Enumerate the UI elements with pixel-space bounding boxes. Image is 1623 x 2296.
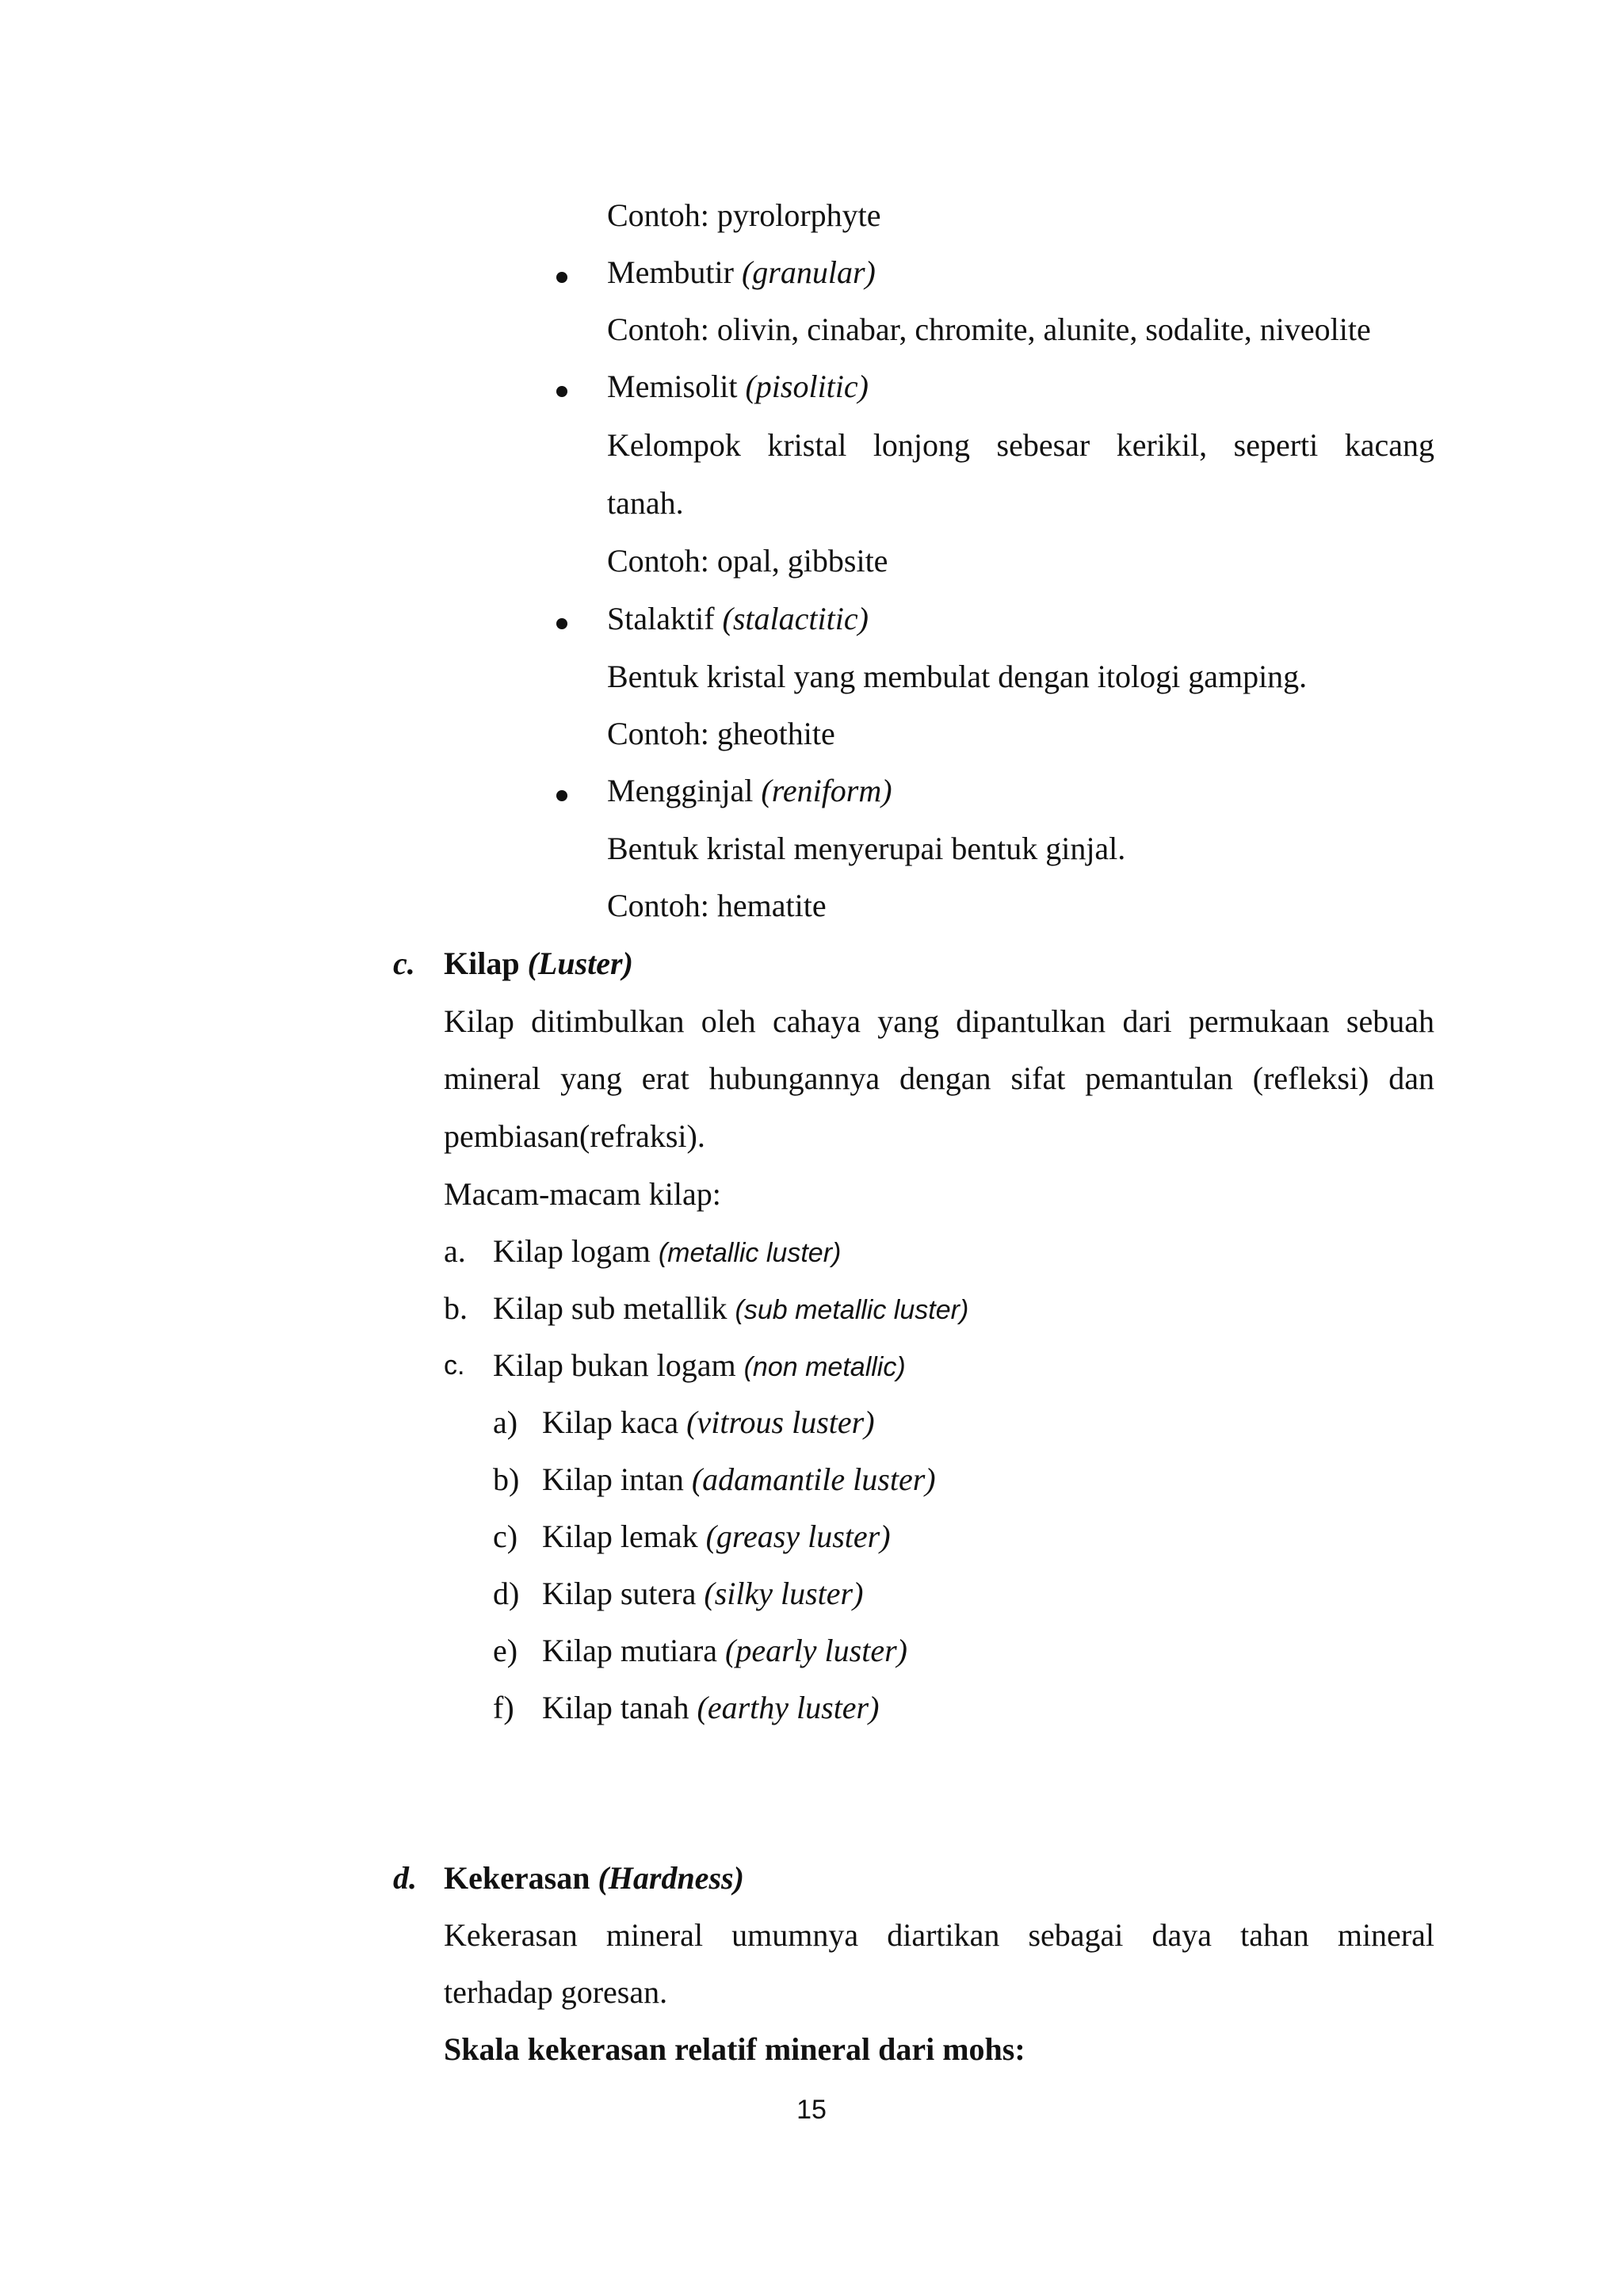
desc-stalactitic: Bentuk kristal yang membulat dengan itologi gamping. — [607, 659, 1308, 694]
luster-subtype-text: Kilap intan — [542, 1461, 684, 1497]
example-granular: Contoh: olivin, cinabar, chromite, alunite, sodalite, niveolite — [607, 311, 1371, 347]
luster-type-item — [493, 1343, 906, 1389]
section-d-para-line2: terhadap goresan. — [444, 1974, 668, 2010]
luster-type-item — [493, 1286, 968, 1332]
luster-type-marker: a. — [444, 1233, 466, 1269]
luster-subtype-item — [542, 1572, 863, 1616]
form-name: Stalaktif — [607, 601, 715, 636]
form-name: Mengginjal — [607, 773, 754, 808]
section-d-term: (Hardness) — [598, 1860, 744, 1896]
luster-subtype-marker: f) — [493, 1690, 514, 1725]
luster-subtype-text: Kilap lemak — [542, 1519, 698, 1554]
example-pyrolorphyte: Contoh: pyrolorphyte — [607, 197, 881, 233]
luster-type-marker: c. — [444, 1350, 465, 1381]
form-name: Membutir — [607, 254, 734, 290]
luster-subtype-marker: e) — [493, 1633, 518, 1668]
section-c-heading — [444, 942, 633, 986]
form-reniform — [607, 769, 892, 813]
luster-type-term: (non metallic) — [743, 1352, 906, 1382]
luster-subtype-item — [542, 1629, 907, 1673]
luster-subtype-item — [542, 1457, 936, 1502]
luster-subtype-term: (silky luster) — [704, 1576, 864, 1611]
bullet-icon — [556, 386, 567, 397]
luster-subtype-term: (pearly luster) — [725, 1633, 907, 1668]
luster-type-text: Kilap logam — [493, 1233, 651, 1269]
luster-type-marker: b. — [444, 1290, 468, 1326]
luster-subtype-marker: d) — [493, 1576, 520, 1611]
desc-pisolitic-line2: tanah. — [607, 485, 684, 521]
luster-subtype-term: (vitrous luster) — [686, 1404, 875, 1440]
form-term: (granular) — [741, 254, 876, 290]
luster-type-text: Kilap bukan logam — [493, 1347, 736, 1383]
luster-subtype-text: Kilap tanah — [542, 1690, 689, 1725]
luster-type-item — [493, 1229, 841, 1275]
luster-type-text: Kilap sub metallik — [493, 1290, 727, 1326]
form-term: (pisolitic) — [745, 369, 869, 404]
section-d-heading — [444, 1856, 744, 1901]
luster-subtype-text: Kilap mutiara — [542, 1633, 718, 1668]
luster-subtype-term: (earthy luster) — [697, 1690, 880, 1725]
bullet-icon — [556, 790, 567, 801]
desc-pisolitic-line1: Kelompok kristal lonjong sebesar kerikil, seperti kacang — [607, 427, 1434, 463]
luster-subtype-item — [542, 1686, 879, 1730]
luster-subtype-marker: b) — [493, 1461, 520, 1497]
example-reniform: Contoh: hematite — [607, 888, 827, 923]
section-c-title: Kilap — [444, 946, 520, 981]
luster-type-term: (metallic luster) — [658, 1238, 842, 1268]
form-pisolitic — [607, 365, 869, 409]
luster-subtype-term: (adamantile luster) — [691, 1461, 936, 1497]
page-number: 15 — [796, 2095, 827, 2125]
section-c-term: (Luster) — [527, 946, 633, 981]
example-pisolitic: Contoh: opal, gibbsite — [607, 543, 888, 579]
luster-subtype-marker: a) — [493, 1404, 518, 1440]
section-c-letter: c. — [393, 946, 415, 981]
section-c-para-line2: mineral yang erat hubungannya dengan sifat pemantulan (refleksi) dan — [444, 1060, 1434, 1096]
section-d-letter: d. — [393, 1860, 417, 1896]
luster-type-term: (sub metallic luster) — [735, 1295, 969, 1325]
section-d-para-line1: Kekerasan mineral umumnya diartikan sebagai daya tahan mineral — [444, 1917, 1434, 1953]
luster-subtype-item — [542, 1400, 875, 1445]
luster-subtype-item — [542, 1515, 891, 1559]
luster-subtype-text: Kilap kaca — [542, 1404, 679, 1440]
bullet-icon — [556, 618, 567, 629]
section-c-para-line3: pembiasan(refraksi). — [444, 1118, 705, 1154]
luster-subtype-term: (greasy luster) — [705, 1519, 891, 1554]
section-d-title: Kekerasan — [444, 1860, 590, 1896]
bullet-icon — [556, 272, 567, 283]
luster-types-intro: Macam-macam kilap: — [444, 1176, 721, 1212]
section-c-para-line1: Kilap ditimbulkan oleh cahaya yang dipantulkan dari permukaan sebuah — [444, 1003, 1434, 1039]
form-granular — [607, 250, 876, 295]
mohs-scale-heading: Skala kekerasan relatif mineral dari mohs: — [444, 2031, 1025, 2067]
form-name: Memisolit — [607, 369, 738, 404]
form-term: (reniform) — [761, 773, 892, 808]
luster-subtype-text: Kilap sutera — [542, 1576, 697, 1611]
example-stalactitic: Contoh: gheothite — [607, 716, 835, 751]
desc-reniform: Bentuk kristal menyerupai bentuk ginjal. — [607, 831, 1126, 866]
form-term: (stalactitic) — [722, 601, 869, 636]
luster-subtype-marker: c) — [493, 1519, 518, 1554]
form-stalactitic — [607, 597, 869, 641]
